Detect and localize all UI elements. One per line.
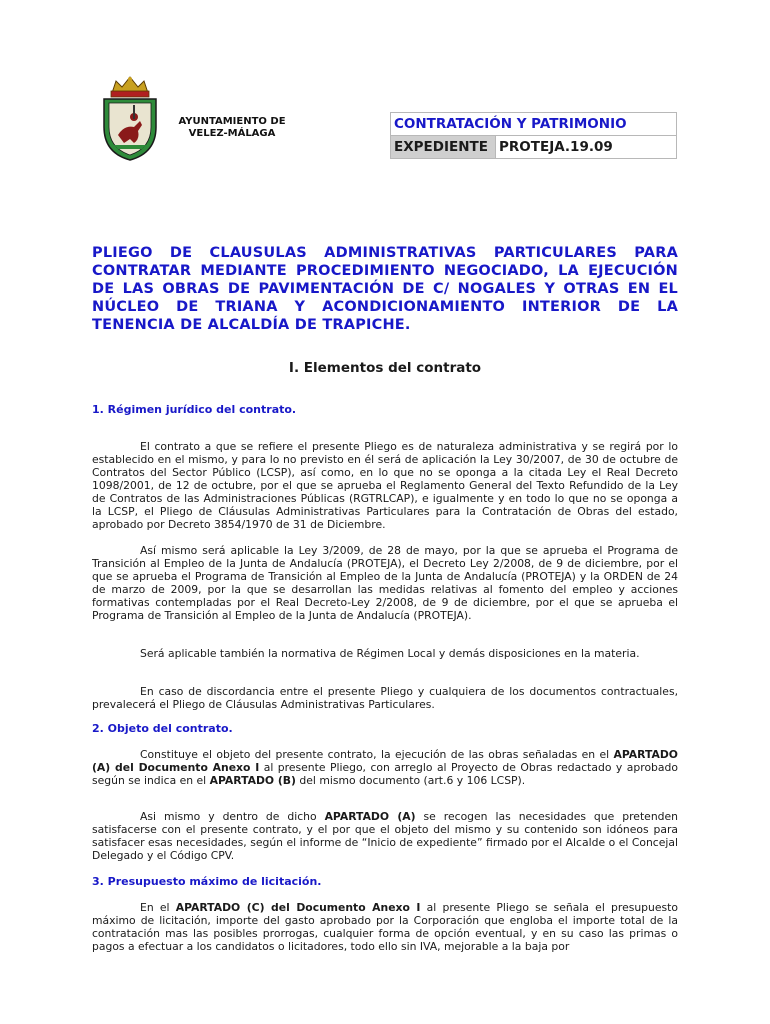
paragraph <box>92 685 678 711</box>
paragraph <box>92 901 678 953</box>
paragraph-text: Así mismo será aplicable la Ley 3/2009, de 28 de mayo, por la que se aprueba el Programa de Transición al Empleo de la Junta de Andalucía (PROTEJA), el Decreto Ley 2/2008, de 9 de diciembre, por el que se aprueba el Programa de Transición al Empleo de la Junta de Andalucía (PROTEJA) y la ORDEN de 24 de marzo de 2009, por la que se desarrollan las medidas relativas al fomento del empleo y acciones formativas contempladas por el Real Decreto-Ley 2/2008, de 9 de diciembre, por el que se aprueba el Programa de Transición al Empleo de la Junta de Andalucía (PROTEJA). <box>92 544 678 622</box>
department-title: CONTRATACIÓN Y PATRIMONIO <box>391 113 677 136</box>
paragraph <box>92 647 678 660</box>
paragraph-text: El contrato a que se refiere el presente Pliego es de naturaleza administrativa y se regirá por lo establecido en el mismo, y para lo no previsto en él será de aplicación la Ley 30/2007, de 30 de octubre de Contratos del Sector Público (LCSP), así como, en lo que no se oponga a la citada Ley el Real Decreto 1098/2001, de 12 de octubre, por el que se aprueba el Reglamento General del Texto Refundido de la Ley de Contratos de las Administraciones Públicas (RGTRLCAP), e igualmente y en todo lo que no se oponga a la LCSP, el Pliego de Cláusulas Administrativas Particulares para la Contratación de Obras del estado, aprobado por Decreto 3854/1970 de 31 de Diciembre. <box>92 440 678 531</box>
text: se recogen las necesidades que pretenden satisfacerse con el presente contrato, y el por que el objeto del mismo y su contenido son idóneos para satisfacer esas necesidades, según el informe de “Inicio de expediente” firmado por el Alcalde o el Concejal Delegado y el Código CPV. <box>92 810 678 862</box>
expediente-code: PROTEJA.19.09 <box>496 136 677 159</box>
paragraph <box>92 544 678 622</box>
section-title: I. Elementos del contrato <box>288 360 482 376</box>
paragraph <box>92 440 678 531</box>
paragraph-text: Será aplicable también la normativa de Régimen Local y demás disposiciones en la materia. <box>140 647 640 660</box>
paragraph-text: En caso de discordancia entre el presente Pliego y cualquiera de los documentos contractuales, prevalecerá el Pliego de Cláusulas Administrativas Particulares. <box>92 685 678 711</box>
bold-text: APARTADO (B) <box>209 774 296 787</box>
document-title: PLIEGO DE CLAUSULAS ADMINISTRATIVAS PARTICULARES PARA CONTRATAR MEDIANTE PROCEDIMIENTO NEGOCIADO, LA EJECUCIÓN DE LAS OBRAS DE PAVIMENTACIÓN DE C/ NOGALES Y OTRAS EN EL NÚCLEO DE TRIANA Y ACONDICIONAMIENTO INTERIOR DE LA TENENCIA DE ALCALDÍA DE TRAPICHE. <box>92 245 678 333</box>
organization-line-2: VELEZ-MÁLAGA <box>188 128 276 139</box>
bold-text: APARTADO (A) <box>324 810 416 823</box>
organization-line-1: AYUNTAMIENTO DE <box>178 116 286 127</box>
text: Asi mismo y dentro de dicho <box>140 810 325 823</box>
bold-text: APARTADO (C) del Documento Anexo I <box>175 901 421 914</box>
text: Constituye el objeto del presente contrato, la ejecución de las obras señaladas en el <box>140 748 614 761</box>
text: del mismo documento (art.6 y 106 LCSP). <box>295 774 526 787</box>
text: al presente Pliego se señala el presupuesto máximo de licitación, importe del gasto aprobado por la Corporación que engloba el importe total de la contratación mas las posibles prorrogas, cualquier forma de opción eventual, y en su caso las primas o pagos a efectuar a los candidatos o licitadores, todo ello sin IVA, mejorable a la baja por <box>92 901 678 953</box>
header-info-table <box>390 112 677 159</box>
heading-presupuesto-maximo: 3. Presupuesto máximo de licitación. <box>92 875 322 888</box>
text: al presente Pliego, con arreglo al Proyecto de Obras redactado y aprobado según se indica en el <box>92 761 678 787</box>
paragraph <box>92 748 678 787</box>
text: En el <box>140 901 176 914</box>
bold-text: APARTADO (A) del Documento Anexo I <box>92 748 678 774</box>
coat-of-arms-logo <box>100 75 160 161</box>
heading-regimen-juridico: 1. Régimen jurídico del contrato. <box>92 403 297 416</box>
organization-name <box>172 116 292 140</box>
expediente-label: EXPEDIENTE <box>391 136 496 159</box>
paragraph <box>92 810 678 862</box>
heading-objeto-contrato: 2. Objeto del contrato. <box>92 722 233 735</box>
